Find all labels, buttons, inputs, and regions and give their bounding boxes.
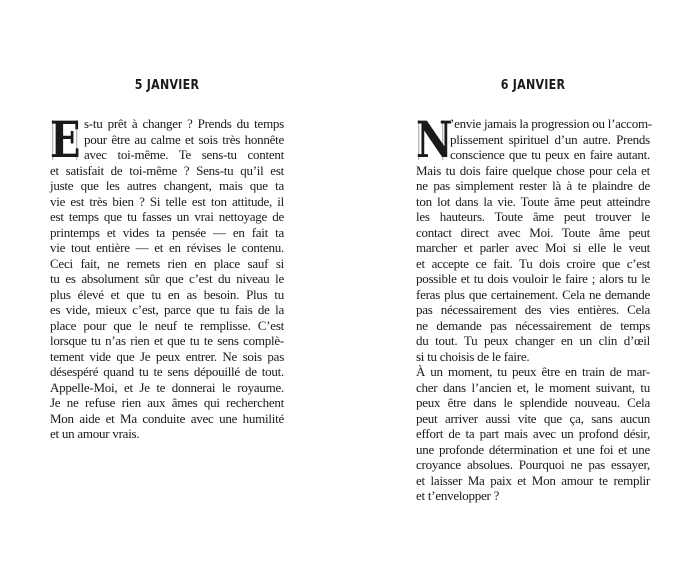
text-line: feras plus que certainement. Cela ne demande bbox=[416, 286, 650, 302]
text-line: plus élevé et que tu en as besoin. Plus tu bbox=[50, 286, 284, 302]
text-line: Mais tu dois faire quelque chose pour cela et bbox=[416, 162, 650, 178]
text-line: du tout. Tu peux changer en un clin d’œil bbox=[416, 333, 650, 348]
text-line: désespéré quand tu te sens dépouillé de tout. bbox=[50, 364, 284, 379]
drop-cap: E bbox=[50, 110, 81, 169]
text-line: tement vide que Je peux entrer. Ne sois pas bbox=[50, 348, 284, 364]
text-line: printemps et vides ta pensée — en fait ta bbox=[50, 224, 284, 240]
text-line: pas nécessairement des vies entières. Cela bbox=[416, 302, 650, 317]
drop-cap: N bbox=[416, 110, 453, 169]
text-line: et accepte ce fait. Tu dois croire que c’est bbox=[416, 255, 650, 271]
text-line: ’envie jamais la progression ou l’accom- bbox=[450, 116, 652, 131]
text-line: avec toi-même. Te sens-tu content bbox=[84, 147, 284, 162]
text-line: conscience que tu peux en faire autant. bbox=[450, 147, 650, 162]
text-line: vie tout entière — et en révises le contenu. bbox=[50, 240, 284, 255]
text-line: pour être au calme et sois très honnête bbox=[84, 131, 284, 147]
text-line: ton lot dans la vie. Toute âme peut atteindre bbox=[416, 193, 650, 209]
text-line: juste que les autres changent, mais que ta bbox=[50, 178, 284, 193]
page-body bbox=[50, 110, 284, 442]
text-line: Je ne refuse rien aux âmes qui recherchent bbox=[50, 395, 284, 410]
text-line: et un amour vrais. bbox=[50, 426, 140, 441]
page-body bbox=[416, 110, 652, 504]
text-line: ne pas simplement rester là à te plaindre de bbox=[416, 178, 650, 193]
text-line: Appelle-Moi, et Je te donnerai le royaume. bbox=[50, 379, 284, 395]
text-line: tu es absolument sûr que c’est du niveau le bbox=[50, 271, 284, 286]
text-line: Ceci fait, ne remets rien en place sauf si bbox=[50, 255, 284, 271]
text-line: et satisfait de toi-même ? Sens-tu qu’il est bbox=[50, 162, 284, 178]
text-line: es vide, mieux c’est, parce que tu fais de la bbox=[50, 302, 284, 317]
text-line: plissement spirituel d’un autre. Prends bbox=[450, 131, 650, 147]
page-heading: 5 JANVIER bbox=[134, 78, 200, 93]
text-line: marcher et parler avec Moi si elle le veut bbox=[416, 240, 650, 255]
text-line: s-tu prêt à changer ? Prends du temps bbox=[84, 116, 284, 131]
text-line: les hauteurs. Toute âme peut trouver le bbox=[416, 209, 650, 224]
text-line: place pour que le neuf te remplisse. C’est bbox=[50, 317, 284, 333]
text-line: et t’envelopper ? bbox=[416, 488, 500, 503]
text-line: peux être dans le splendide nouveau. Cela bbox=[416, 395, 650, 410]
page-heading: 6 JANVIER bbox=[500, 78, 566, 93]
text-line: Mon aide et Ma conduite avec une humilité bbox=[50, 410, 284, 426]
text-line: si tu choisis de le faire. bbox=[416, 348, 530, 364]
text-line: À un moment, tu peux être en train de mar- bbox=[416, 364, 650, 379]
text-line: une profonde détermination et une foi et une bbox=[416, 441, 650, 457]
text-line: effort de ta part mais avec un profond désir, bbox=[416, 426, 650, 441]
text-line: contact direct avec Moi. Toute âme peut bbox=[416, 224, 650, 240]
text-line: et laisser Ma paix et Mon amour te remplir bbox=[416, 472, 650, 488]
text-line: cher dans l’ancien et, le moment suivant, tu bbox=[416, 379, 650, 395]
text-line: peut arriver aussi vite que ça, sans aucun bbox=[416, 410, 650, 426]
text-line: vie est très bien ? Si telle est ton attitude, il bbox=[50, 193, 284, 209]
text-line: possible et tu dois vouloir le faire ; alors tu le bbox=[416, 271, 650, 286]
text-line: croyance absolues. Pourquoi ne pas essayer, bbox=[416, 457, 650, 472]
text-line: lorsque tu n’as rien et que tu te sens complè- bbox=[50, 333, 284, 348]
text-line: ne demande pas nécessairement de temps bbox=[416, 317, 650, 333]
text-line: est temps que tu fasses un vrai nettoyage de bbox=[50, 209, 284, 224]
